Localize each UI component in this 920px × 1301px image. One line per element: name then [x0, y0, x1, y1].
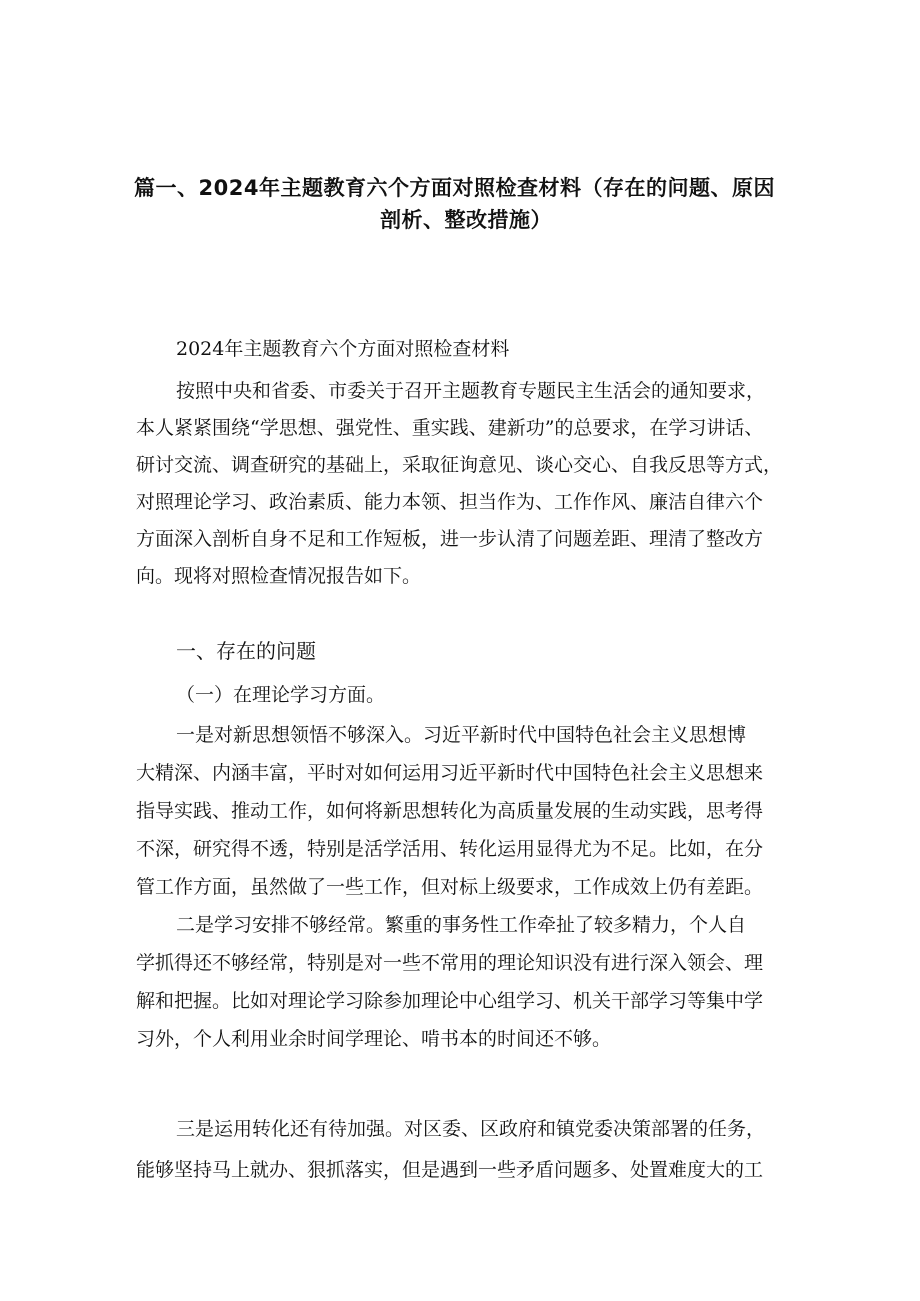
paragraph-line: 指导实践、推动工作，如何将新思想转化为高质量发展的生动实践，思考得: [136, 800, 764, 822]
paragraph-line: 能够坚持马上就办、狠抓落实，但是遇到一些矛盾问题多、处置难度大的工: [136, 1159, 764, 1181]
paragraph-line: 不深，研究得不透，特别是活学活用、转化运用显得尤为不足。比如，在分: [136, 838, 764, 860]
intro-line: 向。现将对照检查情况报告如下。: [136, 565, 422, 587]
intro-line: 方面深入剖析自身不足和工作短板，进一步认清了问题差距、理清了整改方: [136, 528, 764, 550]
intro-line: 对照理论学习、政治素质、能力本领、担当作为、工作作风、廉洁自律六个: [136, 491, 764, 513]
paragraph-line: 二是学习安排不够经常。繁重的事务性工作牵扯了较多精力，个人自: [176, 914, 747, 936]
section-heading: 一、存在的问题: [176, 639, 316, 663]
intro-line: 研讨交流、调查研究的基础上，采取征询意见、谈心交心、自我反思等方式，: [136, 454, 783, 476]
intro-line: 按照中央和省委、市委关于召开主题教育专题民主生活会的通知要求，: [176, 380, 766, 402]
subsection-heading: （一）在理论学习方面。: [176, 684, 386, 706]
paragraph-line: 一是对新思想领悟不够深入。习近平新时代中国特色社会主义思想博: [176, 724, 747, 746]
paragraph-line: 三是运用转化还有待加强。对区委、区政府和镇党委决策部署的任务，: [176, 1118, 766, 1140]
document-title-line-2: 剖析、整改措施）: [380, 208, 552, 232]
paragraph-line: 习外，个人利用业余时间学理论、啃书本的时间还不够。: [136, 1028, 612, 1050]
paragraph-line: 解和把握。比如对理论学习除参加理论中心组学习、机关干部学习等集中学: [136, 990, 764, 1012]
paragraph-line: 学抓得还不够经常，特别是对一些不常用的理论知识没有进行深入领会、理: [136, 952, 764, 974]
document-subtitle: 2024年主题教育六个方面对照检查材料: [176, 338, 510, 360]
document-title-line-1: 篇一、2024年主题教育六个方面对照检查材料（存在的问题、原因: [134, 176, 775, 200]
paragraph-line: 管工作方面，虽然做了一些工作，但对标上级要求，工作成效上仍有差距。: [136, 876, 764, 898]
paragraph-line: 大精深、内涵丰富，平时对如何运用习近平新时代中国特色社会主义思想来: [136, 762, 764, 784]
intro-line: 本人紧紧围绕“学思想、强党性、重实践、建新功”的总要求，在学习讲话、: [136, 417, 764, 439]
